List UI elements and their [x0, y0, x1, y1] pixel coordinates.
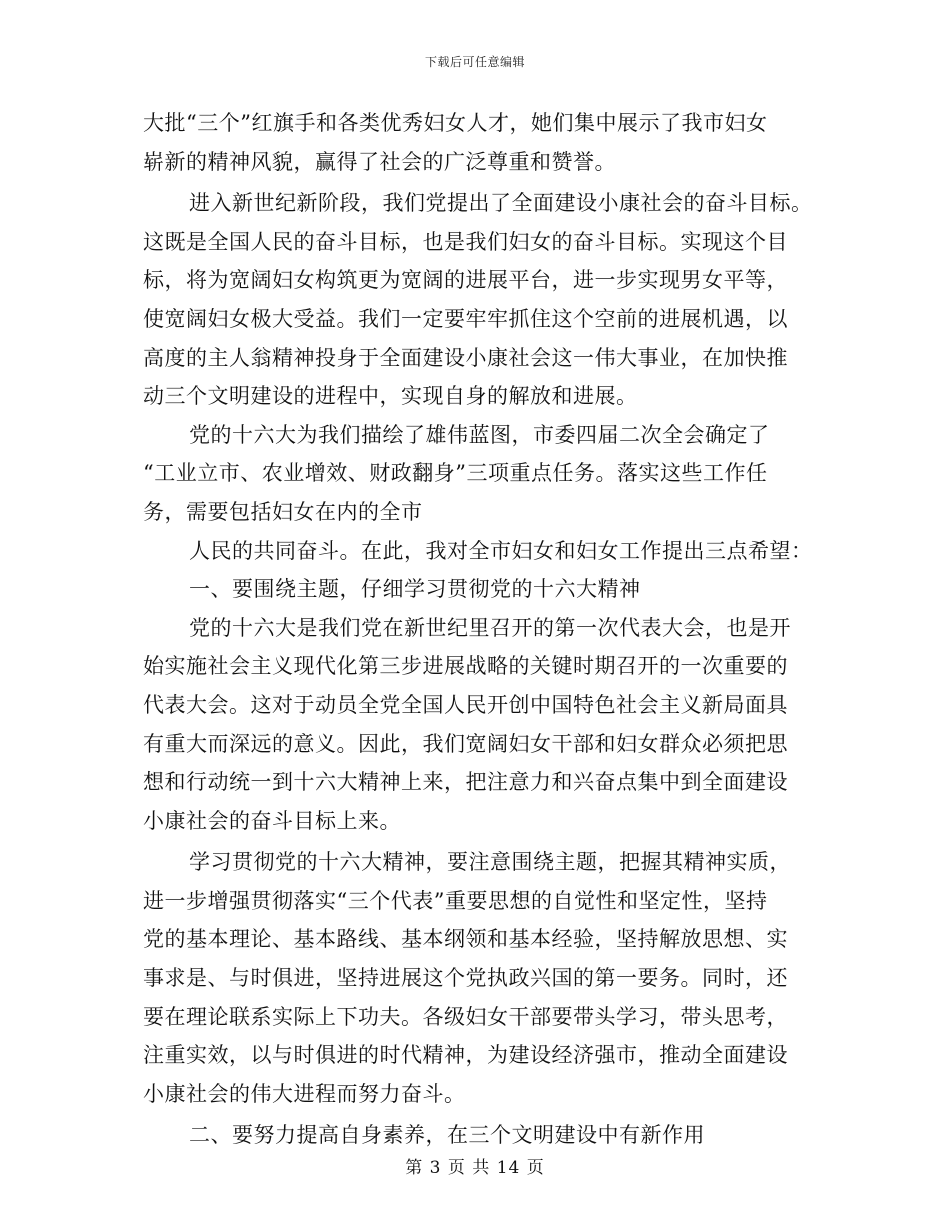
- text-line: 进一步增强贯彻落实“三个代表”重要思想的自觉性和坚定性，坚持: [143, 888, 768, 913]
- text-line: “工业立市、农业增效、财政翻身”三项重点任务。落实这些工作任: [143, 461, 768, 486]
- text-line: 大批“三个”红旗手和各类优秀妇女人才，她们集中展示了我市妇女: [143, 111, 768, 135]
- text-line: 学习贯彻党的十六大精神，要注意围绕主题，把握其精神实质，: [189, 850, 791, 875]
- text-line: 事求是、与时俱进，坚持进展这个党执政兴国的第一要务。同时，还: [143, 966, 788, 991]
- text-line: 人民的共同奋斗。在此，我对全市妇女和妇女工作提出三点希望：: [189, 538, 813, 563]
- text-line: 党的十六大为我们描绘了雄伟蓝图，市委四届二次全会确定了: [189, 422, 770, 447]
- text-line: 标，将为宽阔妇女构筑更为宽阔的进展平台，进一步实现男女平等，: [143, 268, 788, 293]
- text-line: 小康社会的伟大进程而努力奋斗。: [143, 1081, 466, 1106]
- text-line: 要在理论联系实际上下功夫。各级妇女干部要带头学习，带头思考，: [143, 1004, 788, 1029]
- document-body: [143, 104, 823, 1155]
- text-line: 想和行动统一到十六大精神上来，把注意力和兴奋点集中到全面建设: [143, 770, 788, 795]
- text-line: 动三个文明建设的进程中，实现自身的解放和进展。: [143, 384, 638, 409]
- text-line: 党的基本理论、基本路线、基本纲领和基本经验，坚持解放思想、实: [143, 927, 788, 952]
- section-heading: 一、要围绕主题，仔细学习贯彻党的十六大精神: [189, 577, 641, 602]
- text-line: 这既是全国人民的奋斗目标，也是我们妇女的奋斗目标。实现这个目: [143, 229, 788, 254]
- text-line: 进入新世纪新阶段，我们党提出了全面建设小康社会的奋斗目标。: [189, 191, 813, 216]
- text-line: 始实施社会主义现代化第三步进展战略的关键时期召开的一次重要的: [143, 654, 788, 679]
- text-line: 使宽阔妇女极大受益。我们一定要牢牢抓住这个空前的进展机遇，以: [143, 306, 788, 331]
- page-header: 下载后可任意编辑: [424, 55, 525, 69]
- text-line: 小康社会的奋斗目标上来。: [143, 808, 401, 833]
- section-heading: 二、要努力提高自身素养，在三个文明建设中有新作用: [189, 1123, 705, 1148]
- text-line: 务，需要包括妇女在内的全市: [143, 499, 423, 524]
- text-line: 党的十六大是我们党在新世纪里召开的第一次代表大会，也是开: [189, 615, 791, 640]
- text-line: 高度的主人翁精神投身于全面建设小康社会这一伟大事业，在加快推: [143, 345, 788, 370]
- text-line: 崭新的精神风貌，赢得了社会的广泛尊重和赞誉。: [143, 149, 616, 174]
- page-footer: 第 3 页 共 14 页: [405, 1158, 545, 1178]
- text-line: 注重实效，以与时俱进的时代精神，为建设经济强市，推动全面建设: [143, 1043, 788, 1068]
- text-line: 有重大而深远的意义。因此，我们宽阔妇女干部和妇女群众必须把思: [143, 731, 788, 756]
- text-line: 代表大会。这对于动员全党全国人民开创中国特色社会主义新局面具: [143, 692, 788, 717]
